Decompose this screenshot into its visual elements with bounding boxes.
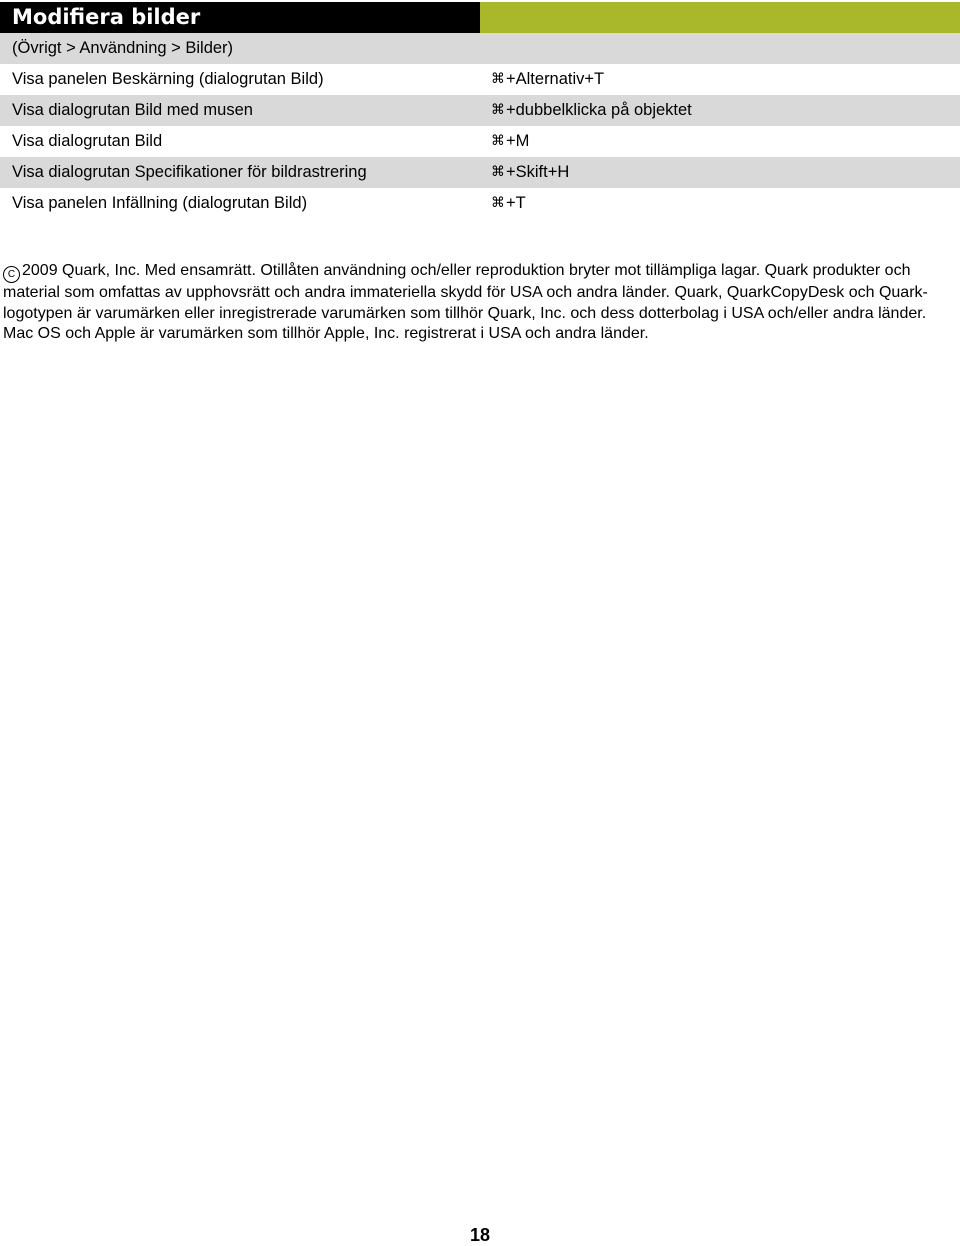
shortcut-row xyxy=(0,95,960,126)
shortcut-action: Visa dialogrutan Specifikationer för bildrastrering xyxy=(12,163,367,181)
shortcut-action: Visa panelen Infällning (dialogrutan Bild) xyxy=(12,194,308,212)
command-key-icon: ⌘ xyxy=(491,164,505,180)
section-header xyxy=(0,2,960,33)
copyright-notice xyxy=(3,261,953,345)
shortcut-keys-text: +Skift+H xyxy=(506,163,570,181)
shortcut-keys-text: +dubbelklicka på objektet xyxy=(506,101,692,119)
shortcut-action: Visa panelen Beskärning (dialogrutan Bild) xyxy=(12,70,324,88)
shortcut-keys-text: +Alternativ+T xyxy=(506,70,605,88)
command-key-icon: ⌘ xyxy=(491,195,505,211)
section-title: Modifiera bilder xyxy=(0,2,480,33)
copyright-text: 2009 Quark, Inc. Med ensamrätt. Otillåten användning och/eller reproduktion bryter mot tillämpliga lagar. Quark produkter och material som omfattas av upphovsrätt och andra immateriella skydd för USA och andra länder. Quark, QuarkCopyDesk och Quark-logotypen är varumärken eller inregistrerade varumärken som tillhör Quark, Inc. och dess dotterbolag i USA och/eller andra länder. Mac OS och Apple är varumärken som tillhör Apple, Inc. registrerat i USA och andra länder. xyxy=(3,262,928,343)
shortcut-keys-text: +T xyxy=(506,194,526,212)
shortcut-keys xyxy=(480,64,960,95)
shortcut-row xyxy=(0,126,960,157)
shortcut-row xyxy=(0,64,960,95)
copyright-icon: C xyxy=(3,266,20,283)
shortcut-keys xyxy=(480,95,960,126)
command-key-icon: ⌘ xyxy=(491,71,505,87)
command-key-icon: ⌘ xyxy=(491,133,505,149)
shortcut-table xyxy=(0,33,960,219)
command-key-icon: ⌘ xyxy=(491,102,505,118)
shortcut-action: Visa dialogrutan Bild xyxy=(12,132,163,150)
shortcut-row xyxy=(0,157,960,188)
shortcut-keys xyxy=(480,157,960,188)
shortcut-keys xyxy=(480,126,960,157)
shortcut-keys xyxy=(480,188,960,219)
section-path: (Övrigt > Användning > Bilder) xyxy=(12,39,234,57)
header-accent-bar xyxy=(480,2,960,33)
shortcut-row xyxy=(0,188,960,219)
page-number: 18 xyxy=(469,1225,491,1245)
shortcut-keys-text: +M xyxy=(506,132,530,150)
section-path-row xyxy=(0,33,960,64)
shortcut-action: Visa dialogrutan Bild med musen xyxy=(12,101,253,119)
